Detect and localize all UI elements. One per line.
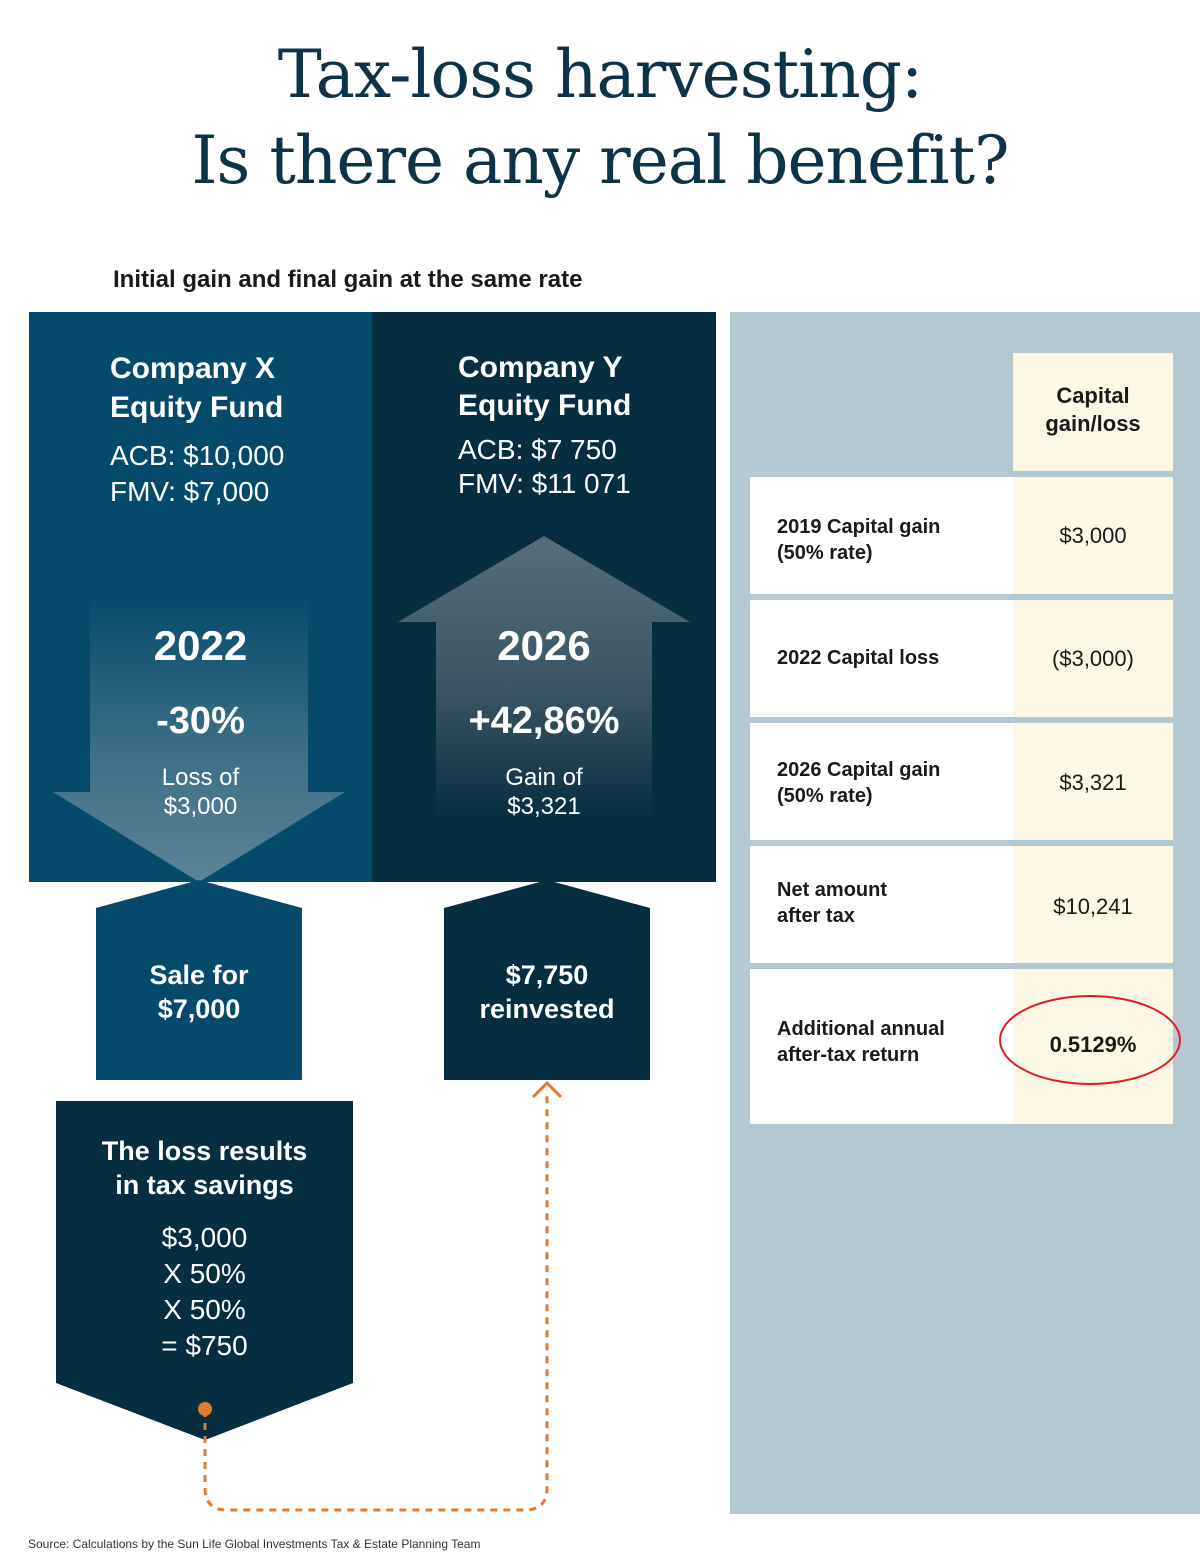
company-x-acb: ACB: $10,000: [110, 440, 285, 471]
connector-start-dot: [198, 1402, 212, 1416]
company-x-fmv: FMV: $7,000: [110, 476, 270, 507]
row-value: $10,241: [1053, 894, 1133, 919]
row-value: $3,000: [1059, 523, 1127, 548]
table-row: [750, 600, 1173, 717]
table-header-line2: gain/loss: [1045, 411, 1141, 436]
page-title-line2: Is there any real benefit?: [191, 122, 1009, 199]
company-y-change: +42,86%: [468, 700, 620, 742]
table-header: [1013, 382, 1173, 438]
table-header-line1: Capital: [1056, 383, 1130, 408]
reinvest-box-line2: reinvested: [479, 994, 615, 1024]
row-label-line1: Net amount: [777, 879, 887, 901]
tax-box-calc2: X 50%: [163, 1258, 246, 1289]
company-y-acb: ACB: $7 750: [458, 434, 617, 465]
row-label-line2: (50% rate): [777, 785, 873, 807]
table-row: [750, 723, 1173, 840]
tax-box-line2: in tax savings: [115, 1170, 294, 1200]
company-y-name-line2: Equity Fund: [458, 389, 632, 422]
tax-box-calc3: X 50%: [163, 1294, 246, 1325]
company-y-fmv: FMV: $11 071: [458, 468, 631, 499]
source-note: Source: Calculations by the Sun Life Global Investments Tax & Estate Planning Team: [28, 1537, 481, 1551]
company-x-note-line2: $3,000: [163, 793, 238, 820]
company-x-name-line1: Company X: [110, 352, 276, 385]
row-label-line2: (50% rate): [777, 542, 873, 564]
table-row: [750, 846, 1173, 963]
company-y-note-line2: $3,321: [507, 793, 581, 820]
row-label-line1: 2026 Capital gain: [777, 759, 941, 781]
page-title-line1: Tax-loss harvesting:: [277, 36, 923, 113]
reinvest-box-line1: $7,750: [505, 960, 589, 990]
highlight-circle: [995, 992, 1185, 1087]
tax-box-calc4: = $750: [161, 1330, 248, 1361]
company-y-name-line1: Company Y: [458, 351, 623, 384]
company-y-year: 2026: [497, 622, 591, 669]
row-value-highlight: 0.5129%: [1049, 1032, 1137, 1057]
tax-box-line1: The loss results: [101, 1136, 308, 1166]
subtitle: Initial gain and final gain at the same rate: [113, 266, 583, 293]
company-x-year: 2022: [153, 622, 248, 669]
sale-box-line1: Sale for: [149, 960, 249, 990]
row-label-line2: after-tax return: [777, 1044, 920, 1066]
row-label-line1: 2022 Capital loss: [777, 647, 940, 669]
table-row: [750, 477, 1173, 594]
sale-box-line2: $7,000: [157, 994, 241, 1024]
company-y-note-line1: Gain of: [505, 764, 583, 791]
company-x-name-line2: Equity Fund: [110, 391, 284, 424]
row-value: ($3,000): [1052, 646, 1134, 671]
company-x-note-line1: Loss of: [161, 764, 240, 791]
row-label-line1: Additional annual: [777, 1018, 945, 1040]
row-value: $3,321: [1059, 770, 1127, 795]
row-label-line2: after tax: [777, 905, 855, 927]
tax-box-calc1: $3,000: [161, 1222, 248, 1253]
company-x-change: -30%: [156, 700, 245, 742]
row-label-line1: 2019 Capital gain: [777, 516, 941, 538]
table-row: [750, 969, 1173, 1124]
connector-arrowhead-icon: [533, 1083, 561, 1097]
